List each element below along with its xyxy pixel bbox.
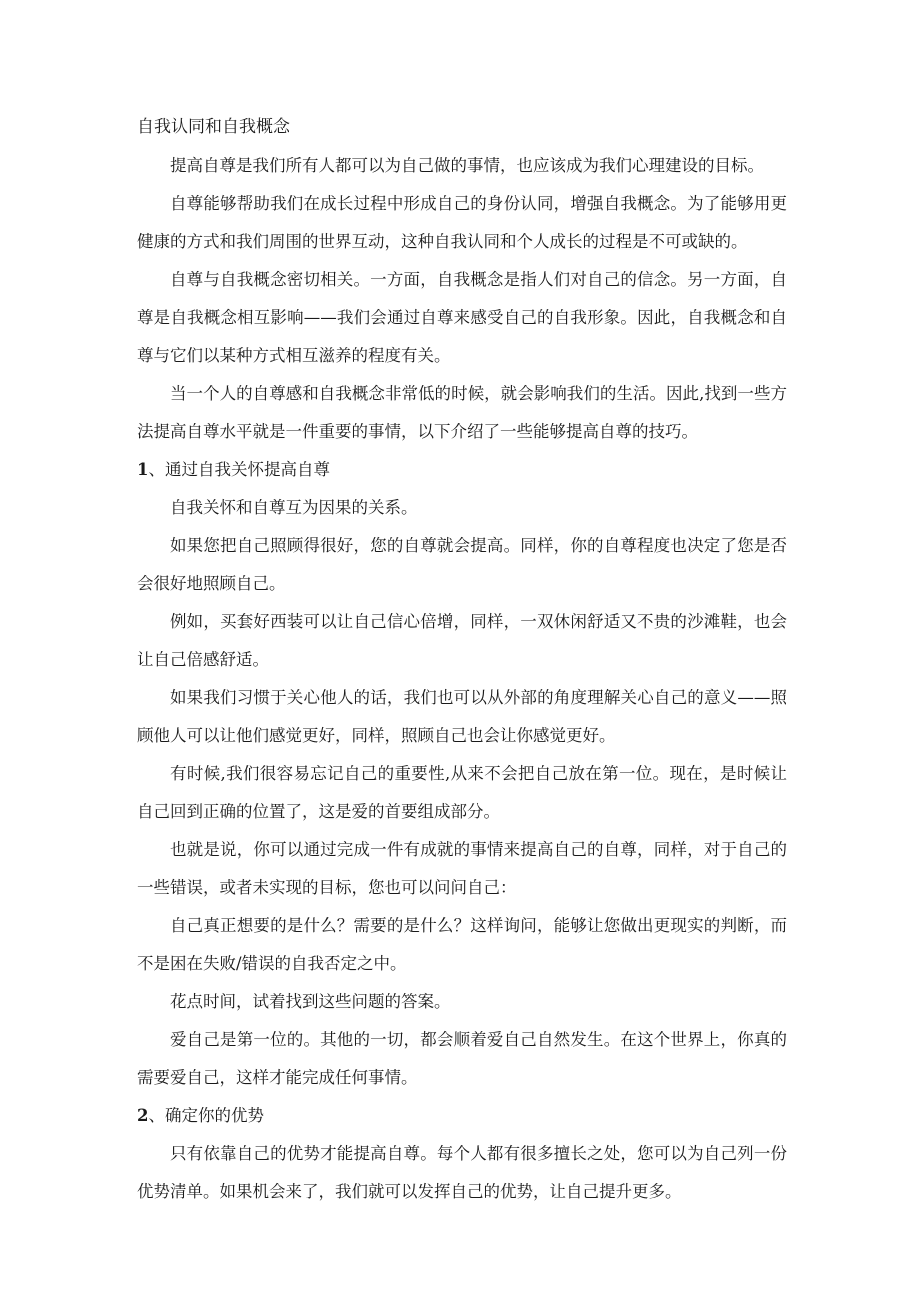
section-paragraph: 爱自己是第一位的。其他的一切，都会顺着爱自己自然发生。在这个世界上，你真的需要爱自己，这样才能完成任何事情。 (137, 1030, 787, 1087)
section-paragraph: 自己真正想要的是什么？需要的是什么？这样询问，能够让您做出更现实的判断，而不是困在失败/错误的自我否定之中。 (137, 916, 787, 973)
intro-paragraph: 当一个人的自尊感和自我概念非常低的时候，就会影响我们的生活。因此,找到一些方法提高自尊水平就是一件重要的事情，以下介绍了一些能够提高自尊的技巧。 (137, 384, 787, 441)
section-paragraph: 自我关怀和自尊互为因果的关系。 (170, 498, 418, 517)
section-title: 、通过自我关怀提高自尊 (148, 460, 330, 479)
section-paragraph: 也就是说，你可以通过完成一件有成就的事情来提高自己的自尊，同样，对于自己的一些错误，或者未实现的目标，您也可以问问自己： (137, 840, 787, 897)
intro-paragraph: 自尊能够帮助我们在成长过程中形成自己的身份认同，增强自我概念。为了能够用更健康的方式和我们周围的世界互动，这种自我认同和个人成长的过程是不可或缺的。 (137, 194, 787, 251)
document-title: 自我认同和自我概念 (137, 117, 290, 137)
section-heading (137, 1097, 787, 1135)
section-paragraph: 如果我们习惯于关心他人的话，我们也可以从外部的角度理解关心自己的意义——照顾他人可以让他们感觉更好，同样，照顾自己也会让你感觉更好。 (137, 688, 787, 745)
document-page (137, 113, 787, 1211)
section-number: 1 (137, 460, 149, 479)
section-number: 2 (137, 1106, 149, 1125)
section-heading (137, 451, 787, 489)
section-paragraph: 如果您把自己照顾得很好，您的自尊就会提高。同样，你的自尊程度也决定了您是否会很好地照顾自己。 (137, 536, 787, 593)
section-paragraph: 花点时间，试着找到这些问题的答案。 (170, 992, 451, 1011)
intro-paragraph: 提高自尊是我们所有人都可以为自己做的事情，也应该成为我们心理建设的目标。 (170, 156, 764, 175)
section-paragraph: 例如，买套好西装可以让自己信心倍增，同样，一双休闲舒适又不贵的沙滩鞋，也会让自己倍感舒适。 (137, 612, 787, 669)
section-paragraph: 只有依靠自己的优势才能提高自尊。每个人都有很多擅长之处，您可以为自己列一份优势清单。如果机会来了，我们就可以发挥自己的优势，让自己提升更多。 (137, 1144, 787, 1201)
section-title: 、确定你的优势 (148, 1106, 264, 1125)
section-paragraph: 有时候,我们很容易忘记自己的重要性,从来不会把自己放在第一位。现在，是时候让自己回到正确的位置了，这是爱的首要组成部分。 (137, 764, 787, 821)
intro-paragraph: 自尊与自我概念密切相关。一方面，自我概念是指人们对自己的信念。另一方面，自尊是自我概念相互影响——我们会通过自尊来感受自己的自我形象。因此，自我概念和自尊与它们以某种方式相互滋养的程度有关。 (137, 270, 787, 365)
